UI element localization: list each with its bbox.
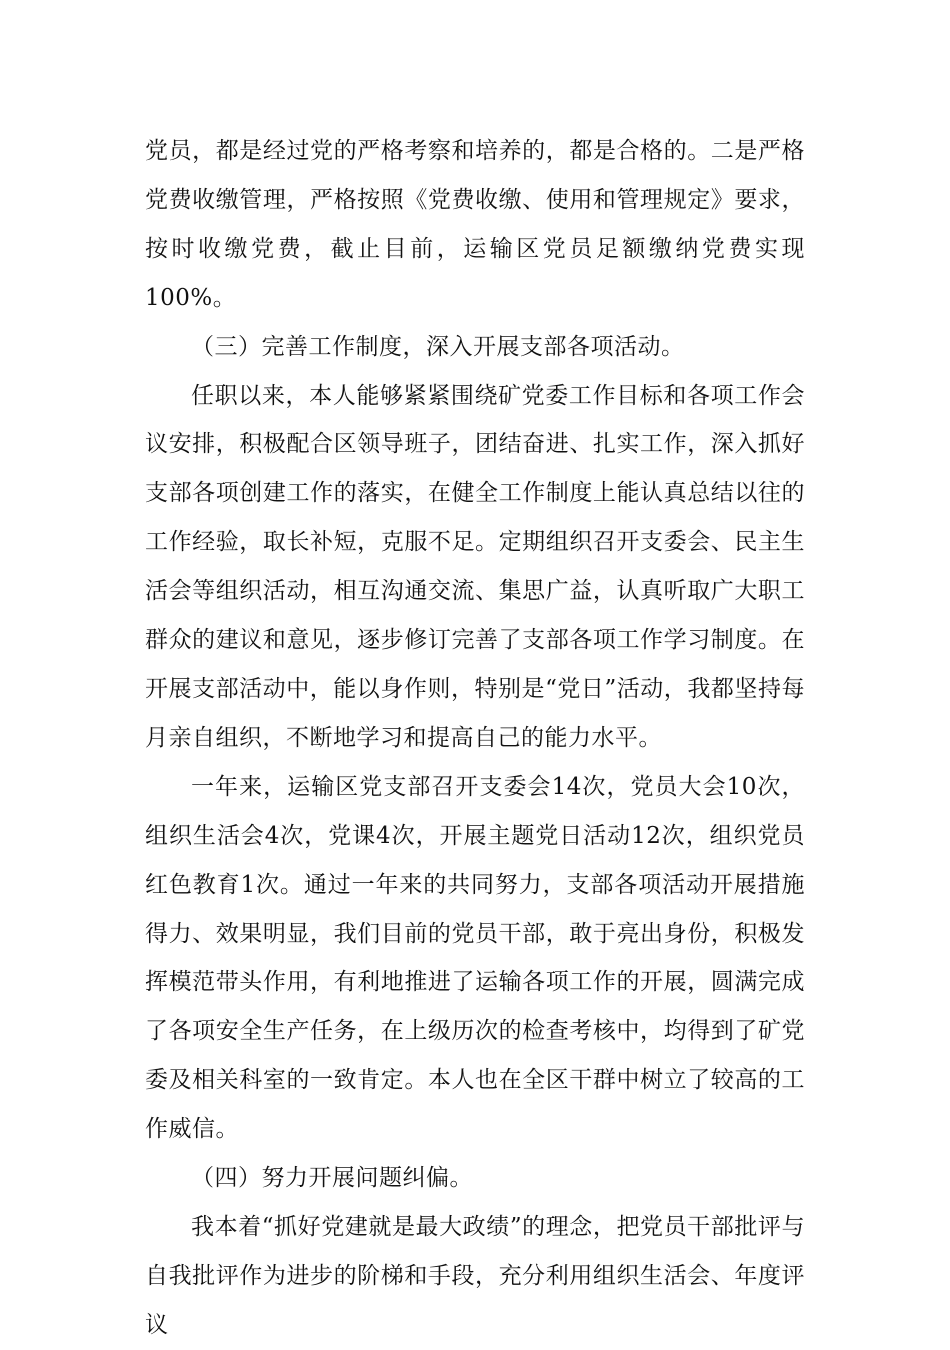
document-body (145, 127, 805, 1350)
section-heading-3: （三）完善工作制度，深入开展支部各项活动。 (191, 333, 685, 360)
paragraph-work-system: 任职以来，本人能够紧紧围绕矿党委工作目标和各项工作会议安排，积极配合区领导班子，团结奋进、扎实工作，深入抓好支部各项创建工作的落实，在健全工作制度上能认真总结以往的工作经验，取长补短，克服不足。定期组织召开支委会、民主生活会等组织活动，相互沟通交流、集思广益，认真听取广大职工群众的建议和意见，逐步修订完善了支部各项工作学习制度。在开展支部活动中，能以身作则，特别是“党日”活动，我都坚持每月亲自组织，不断地学习和提高自己的能力水平。 (145, 382, 805, 751)
paragraph-continuation: 党员，都是经过党的严格考察和培养的，都是合格的。二是严格党费收缴管理，严格按照《党费收缴、使用和管理规定》要求，按时收缴党费，截止目前，运输区党员足额缴纳党费实现100%。 (145, 138, 805, 311)
section-heading-4: （四）努力开展问题纠偏。 (191, 1165, 473, 1192)
paragraph-annual-summary: 一年来，运输区党支部召开支委会14次，党员大会10次，组织生活会4次，党课4次，开展主题党日活动12次，组织党员红色教育1次。通过一年来的共同努力，支部各项活动开展措施得力、效果明显，我们目前的党员干部，敢于亮出身份，积极发挥模范带头作用，有利地推进了运输各项工作的开展，圆满完成了各项安全生产任务，在上级历次的检查考核中，均得到了矿党委及相关科室的一致肯定。本人也在全区干群中树立了较高的工作威信。 (145, 773, 805, 1143)
paragraph-problem-correction: 我本着“抓好党建就是最大政绩”的理念，把党员干部批评与自我批评作为进步的阶梯和手段，充分利用组织生活会、年度评议 (145, 1213, 805, 1338)
